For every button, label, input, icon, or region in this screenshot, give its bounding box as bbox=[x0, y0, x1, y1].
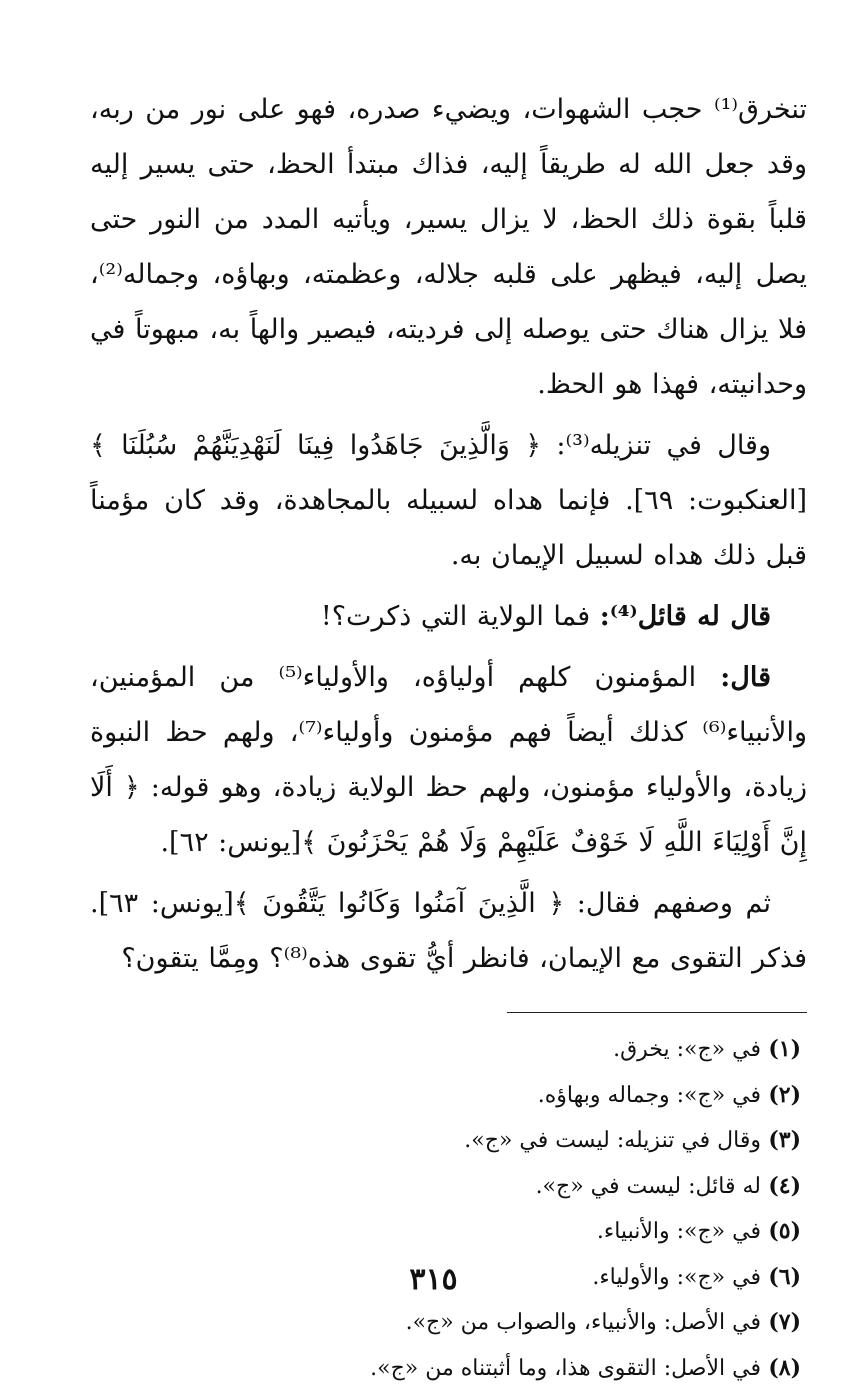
footnote-text: في «ج»: والأولياء. bbox=[592, 1264, 761, 1290]
footnote-number: (٣) bbox=[768, 1127, 801, 1153]
footnote-text: في «ج»: وجماله وبهاؤه. bbox=[537, 1082, 761, 1108]
footnote-7 bbox=[90, 1300, 801, 1346]
footnote-number: (٥) bbox=[768, 1218, 801, 1244]
footnote-8 bbox=[90, 1346, 801, 1392]
footnote-number: (٨) bbox=[768, 1354, 801, 1381]
footnote-text: في «ج»: يخرق. bbox=[613, 1037, 761, 1062]
footnote-number: (٧) bbox=[768, 1309, 801, 1335]
paragraph-2: وقال في تنزيله⁽³⁾: ﴿ وَالَّذِينَ جَاهَدُوا فِينَا لَنَهْدِيَنَّهُمْ سُبُلَنَا ﴾[العنكبوت: ٦٩]. فإنما هداه لسبيله بالمجاهدة، وقد كان مؤمناً قبل ذلك هداه لسبيل الإيمان به. bbox=[90, 430, 807, 571]
page-number: ٣١٥ bbox=[409, 1262, 458, 1297]
paragraph-4-text: المؤمنون كلهم أولياؤه، والأولياء⁽⁵⁾ من المؤمنين، والأنبياء⁽⁶⁾ كذلك أيضاً فهم مؤمنون وأولياء⁽⁷⁾، ولهم حظ النبوة زيادة، والأولياء مؤمنون، ولهم حظ الولاية زيادة، وهو قوله: ﴿ أَلَا إِنَّ أَوْلِيَاءَ اللَّهِ لَا خَوْفٌ عَلَيْهِمْ وَلَا هُمْ يَحْزَنُونَ ﴾[يونس: ٦٢]. bbox=[90, 662, 807, 858]
footnote-3 bbox=[90, 1118, 801, 1164]
footnote-text: في الأصل: التقوى هذا، وما أثبتناه من «ج». bbox=[370, 1355, 761, 1381]
footnote-number: (٢) bbox=[768, 1081, 801, 1108]
footnote-text: في «ج»: والأنبياء. bbox=[596, 1219, 761, 1244]
paragraph-1: تنخرق⁽¹⁾ حجب الشهوات، ويضيء صدره، فهو على نور من ربه، وقد جعل الله له طريقاً إليه، فذاك مبتدأ الحظ، حتى يسير إليه قلباً بقوة ذلك الحظ، لا يزال يسير، ويأتيه المدد من النور حتى يصل إليه، فيظهر على قلبه جلاله، وعظمته، وبهاؤه، وجماله⁽²⁾، فلا يزال هناك حتى يوصله إلى فرديته، فيصير والهاً به، مبهوتاً في وحدانيته، فهذا هو الحظ. bbox=[90, 94, 807, 400]
footnote-text: في الأصل: والأنبياء، والصواب من «ج». bbox=[405, 1310, 761, 1335]
paragraph-4 bbox=[90, 650, 807, 870]
speaker-lead: قال: bbox=[720, 662, 772, 693]
paragraph-3-text: فما الولاية التي ذكرت؟! bbox=[320, 601, 600, 632]
footnotes bbox=[90, 1012, 807, 1391]
footnote-2 bbox=[90, 1073, 801, 1119]
speaker-lead: قال له قائل⁽⁴⁾: bbox=[599, 601, 771, 632]
footnote-number: (٦) bbox=[768, 1263, 801, 1290]
footnote-5 bbox=[90, 1209, 801, 1255]
paragraph-5: ثم وصفهم فقال: ﴿ الَّذِينَ آمَنُوا وَكَانُوا يَتَّقُونَ ﴾[يونس: ٦٣]. فذكر التقوى مع الإيمان، فانظر أيُّ تقوى هذه⁽⁸⁾؟ ومِمَّا يتقون؟ bbox=[90, 888, 807, 974]
footnote-4 bbox=[90, 1164, 801, 1210]
footnote-divider bbox=[507, 1012, 807, 1013]
footnote-1 bbox=[90, 1027, 801, 1073]
footnote-number: (١) bbox=[768, 1036, 801, 1062]
paragraph-3 bbox=[90, 589, 807, 644]
footnote-number: (٤) bbox=[768, 1172, 801, 1199]
footnote-text: له قائل: ليست في «ج». bbox=[535, 1173, 761, 1199]
footnote-text: وقال في تنزيله: ليست في «ج». bbox=[464, 1128, 761, 1153]
